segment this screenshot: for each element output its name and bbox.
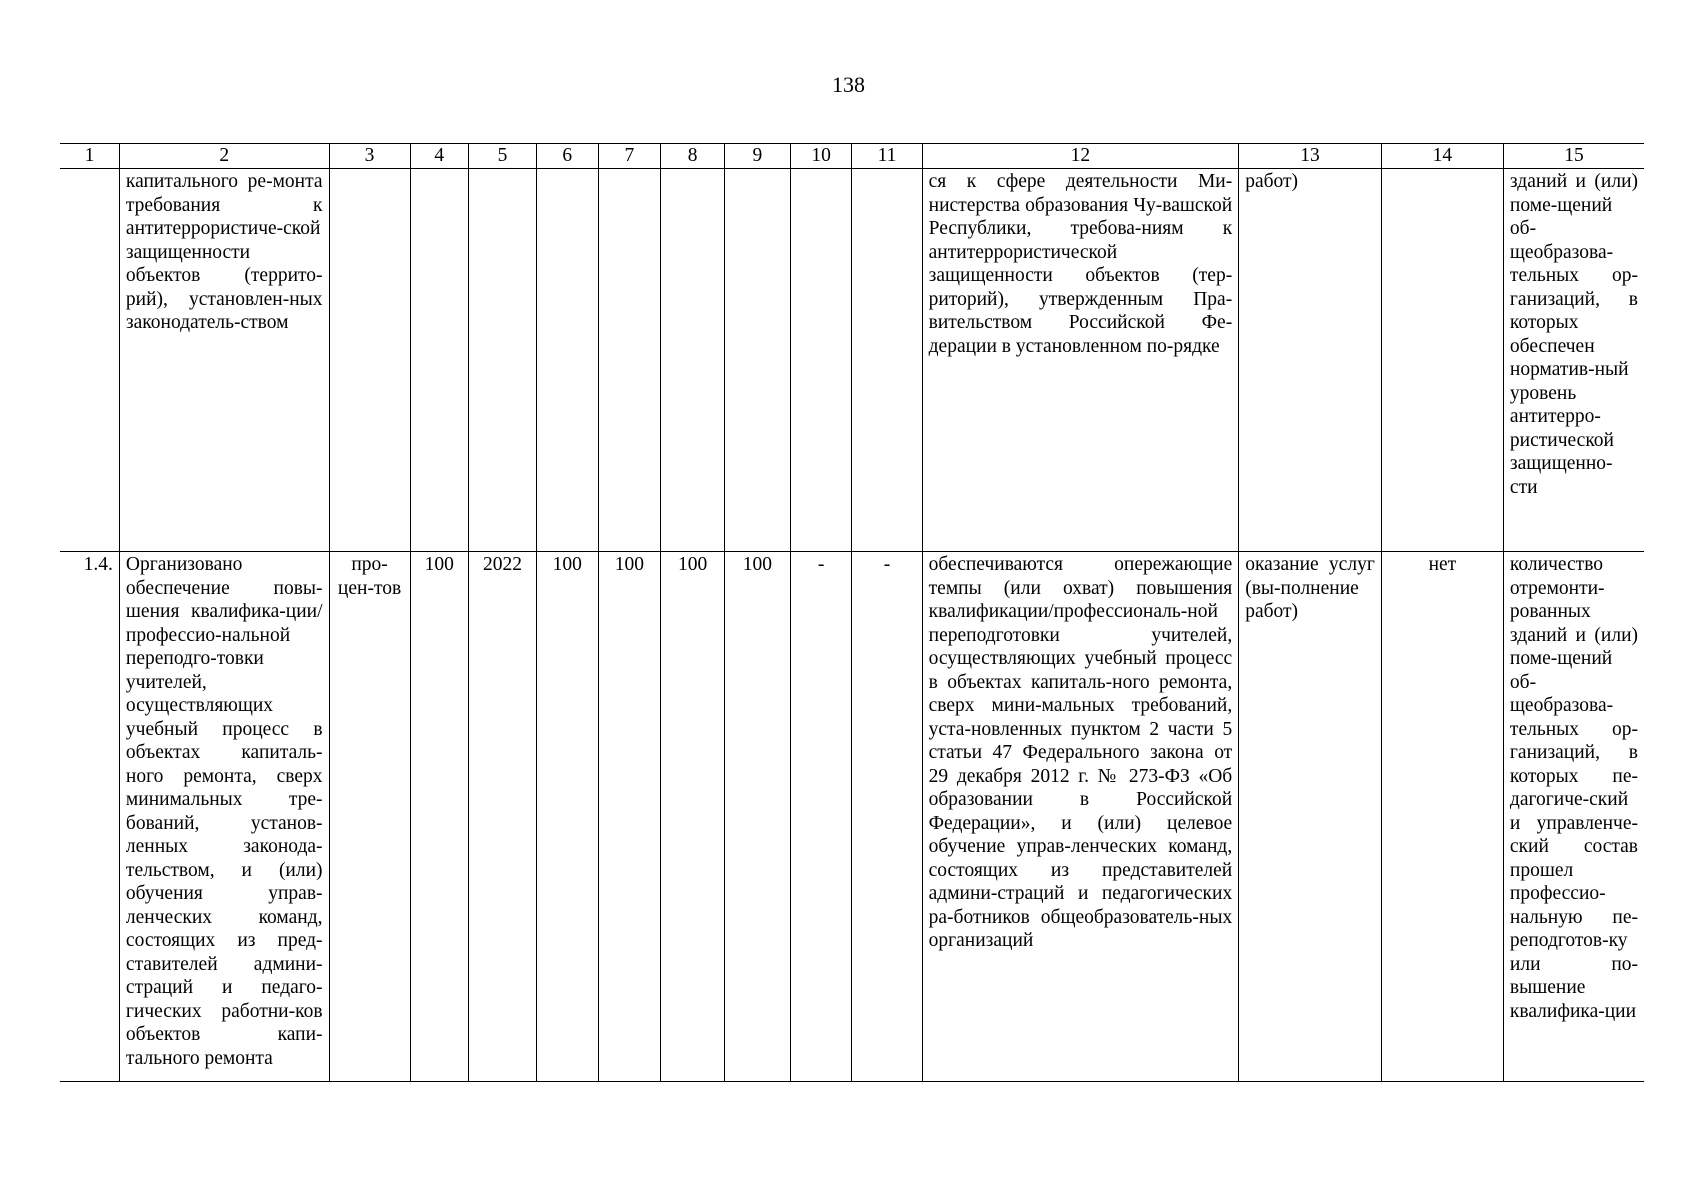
description-cell: обеспечиваются опережающие темпы (или охват) повышения квалификации/профессиональ-ной переподготовки учителей, осуществляющих учебный процесс в объектах капиталь-ного ремонта, сверх мини-мальных требований, уста-новленных пунктом 2 части 5 статьи 47 Федерального закона от 29 декабря 2012 г. № 273-ФЗ «Об образовании в Российской Федерации», и (или) целевое обучение управ-ленческих команд, состоящих из представителей админи-страций и педагогических ра-ботников общеобразователь-ных организаций — [922, 552, 1239, 1082]
table-row — [60, 169, 1644, 552]
year-cell — [468, 169, 536, 552]
measure-name-cell: Организовано обеспечение повы-шения квалифика-ции/профессио-нальной переподго-товки учителей, осуществляющих учебный процесс в объектах капиталь-ного ремонта, сверх минимальных тре-бований, установ-ленных законода-тельством, и (или) обучения управ-ленческих команд, состоящих из пред-ставителей админи-страций и педаго-гических работни-ков объектов капи-тального ремонта — [119, 552, 329, 1082]
row-number-cell — [60, 169, 119, 552]
value-cell: 100 — [661, 552, 725, 1082]
measure-name-cell: капитального ре-монта требования к антитеррористиче-ской защищенности объектов (террито-рий), установлен-ных законодатель-ством — [119, 169, 329, 552]
value-cell: - — [790, 552, 852, 1082]
column-header: 12 — [922, 144, 1239, 169]
indicator-cell: зданий и (или) поме-щений об-щеобразова-тельных ор-ганизаций, в которых обеспечен норматив-ный уровень антитерро-ристической защищенно-сти — [1503, 169, 1644, 552]
value-cell — [410, 169, 468, 552]
flag-cell: нет — [1381, 552, 1503, 1082]
unit-cell — [329, 169, 410, 552]
value-cell — [661, 169, 725, 552]
column-header: 2 — [119, 144, 329, 169]
value-cell: 100 — [724, 552, 790, 1082]
value-cell — [852, 169, 922, 552]
column-header: 4 — [410, 144, 468, 169]
value-cell — [724, 169, 790, 552]
program-table — [60, 143, 1644, 1082]
column-header: 13 — [1239, 144, 1382, 169]
column-header: 6 — [536, 144, 598, 169]
column-header: 10 — [790, 144, 852, 169]
column-header: 1 — [60, 144, 119, 169]
column-header: 11 — [852, 144, 922, 169]
column-header: 7 — [598, 144, 661, 169]
table-row — [60, 552, 1644, 1082]
page-number: 138 — [832, 72, 865, 97]
value-cell: 100 — [598, 552, 661, 1082]
indicator-cell: количество отремонти-рованных зданий и (или) поме-щений об-щеобразова-тельных ор-ганизаций, в которых пе-дагогиче-ский и управленче-ский состав прошел профессио-нальную пе-реподготов-ку или по-вышение квалифика-ции — [1503, 552, 1644, 1082]
flag-cell — [1381, 169, 1503, 552]
value-cell — [790, 169, 852, 552]
value-cell — [598, 169, 661, 552]
value-cell: - — [852, 552, 922, 1082]
type-cell: работ) — [1239, 169, 1382, 552]
type-cell: оказание услуг (вы-полнение работ) — [1239, 552, 1382, 1082]
column-header: 9 — [724, 144, 790, 169]
column-header: 14 — [1381, 144, 1503, 169]
value-cell — [536, 169, 598, 552]
column-number-row — [60, 144, 1644, 169]
unit-cell: про-цен-тов — [329, 552, 410, 1082]
value-cell: 100 — [410, 552, 468, 1082]
column-header: 15 — [1503, 144, 1644, 169]
column-header: 5 — [468, 144, 536, 169]
year-cell: 2022 — [468, 552, 536, 1082]
column-header: 8 — [661, 144, 725, 169]
description-cell: ся к сфере деятельности Ми-нистерства образования Чу-вашской Республики, требова-ниям к антитеррористической защищенности объектов (тер-риторий), утвержденным Пра-вительством Российской Фе-дерации в установленном по-рядке — [922, 169, 1239, 552]
row-number-cell: 1.4. — [60, 552, 119, 1082]
column-header: 3 — [329, 144, 410, 169]
value-cell: 100 — [536, 552, 598, 1082]
